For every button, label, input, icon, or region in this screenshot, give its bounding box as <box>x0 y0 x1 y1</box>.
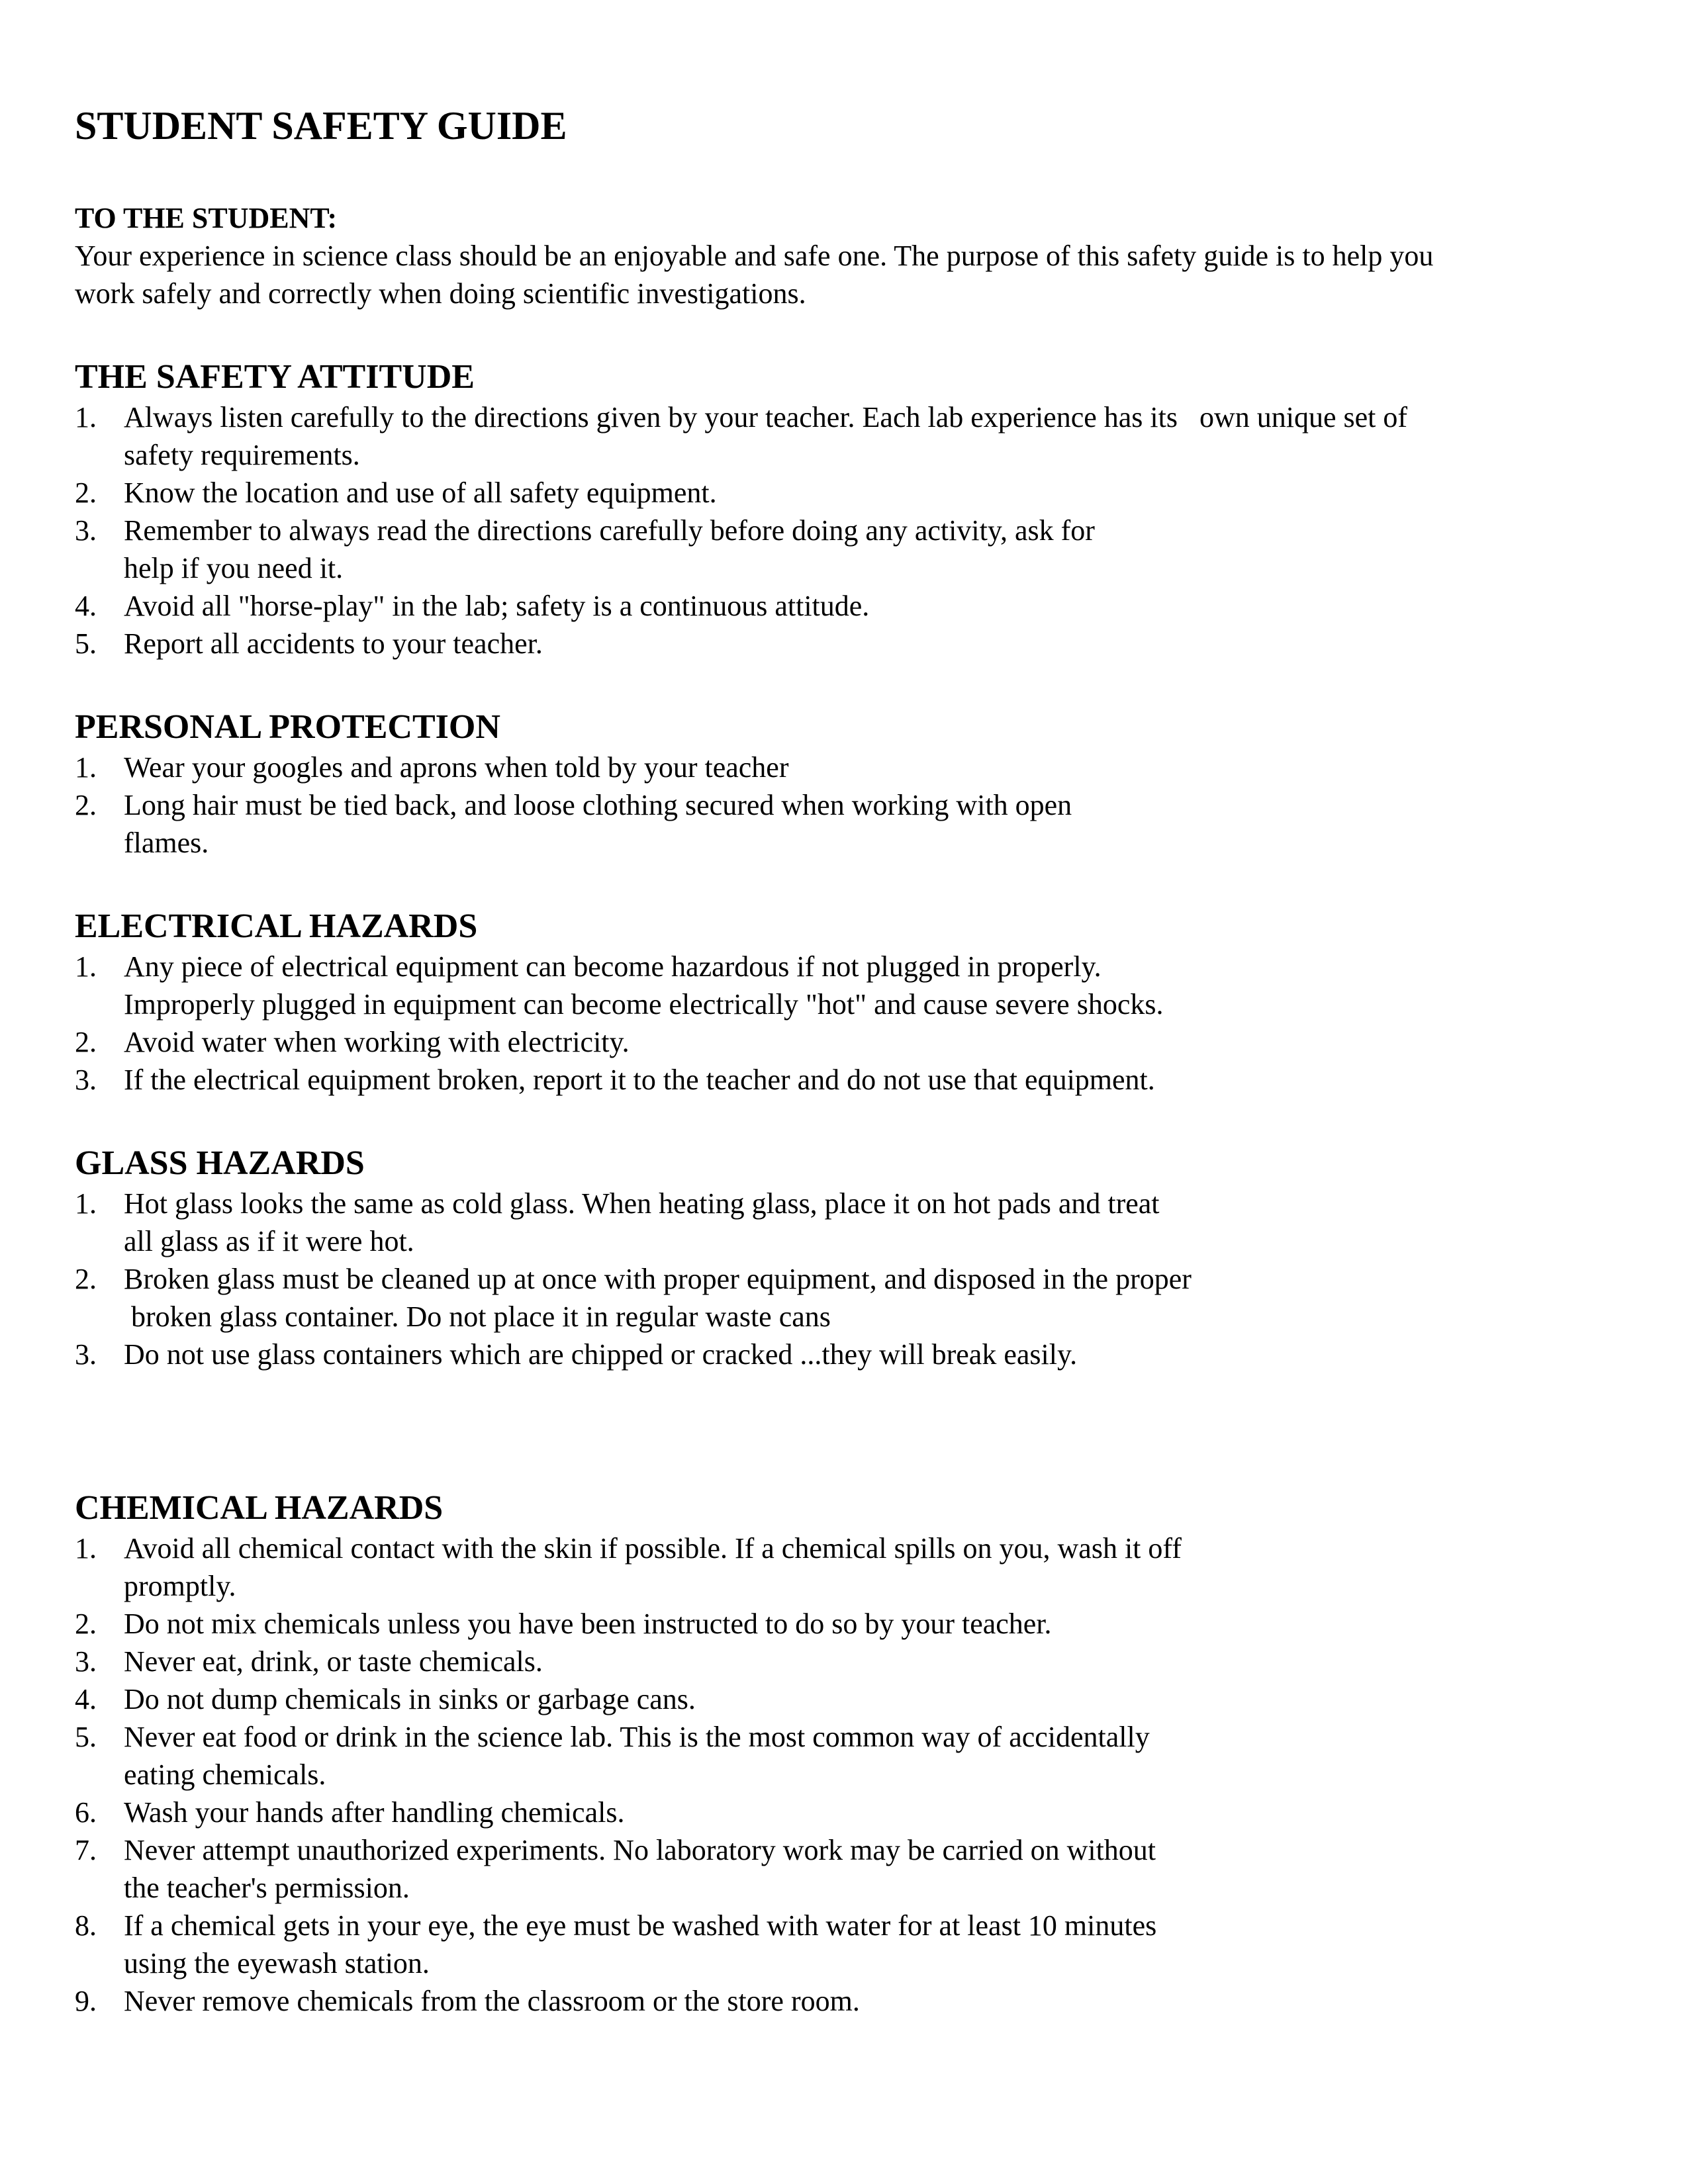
list-item <box>75 587 1617 625</box>
item-line: Any piece of electrical equipment can become hazardous if not plugged in properly. <box>124 950 1102 983</box>
item-number: 2. <box>75 1026 97 1058</box>
item-line: Know the location and use of all safety equipment. <box>124 477 717 509</box>
item-number: 5. <box>75 627 97 660</box>
item-text <box>124 587 1617 625</box>
section-list <box>75 1185 1617 1373</box>
item-line: Do not use glass containers which are chipped or cracked ...they will break easily. <box>124 1338 1078 1371</box>
section-list <box>75 398 1617 662</box>
item-line: Do not dump chemicals in sinks or garbage cans. <box>124 1683 696 1715</box>
list-item <box>75 625 1617 662</box>
list-item <box>75 1023 1617 1061</box>
item-number: 3. <box>75 1064 97 1096</box>
item-text <box>124 749 1617 786</box>
item-number: 1. <box>75 1187 97 1220</box>
item-text <box>124 1260 1617 1336</box>
section-list <box>75 1529 1617 2020</box>
list-item <box>75 1061 1617 1099</box>
intro-heading: TO THE STUDENT: <box>75 202 338 234</box>
item-number: 1. <box>75 401 97 433</box>
list-item <box>75 1831 1617 1907</box>
list-item <box>75 1680 1617 1718</box>
item-number: 6. <box>75 1796 97 1829</box>
item-line: Avoid water when working with electricity. <box>124 1026 630 1058</box>
section-electrical-hazards <box>75 905 1617 1099</box>
item-text <box>124 948 1617 1023</box>
item-line: broken glass container. Do not place it in regular waste cans <box>124 1300 831 1333</box>
item-number: 3. <box>75 1338 97 1371</box>
item-number: 1. <box>75 1532 97 1565</box>
item-line: Broken glass must be cleaned up at once with proper equipment, and disposed in the proper <box>124 1263 1192 1295</box>
item-line: Hot glass looks the same as cold glass. When heating glass, place it on hot pads and treat <box>124 1187 1160 1220</box>
list-item <box>75 1643 1617 1680</box>
item-text <box>124 786 1617 862</box>
item-text <box>124 1907 1617 1982</box>
item-line: promptly. <box>124 1570 236 1602</box>
list-item <box>75 1605 1617 1643</box>
item-line: the teacher's permission. <box>124 1872 410 1904</box>
item-line: Never attempt unauthorized experiments. No laboratory work may be carried on without <box>124 1834 1156 1866</box>
section-heading: ELECTRICAL HAZARDS <box>75 907 478 945</box>
list-item <box>75 1336 1617 1373</box>
intro-paragraph <box>75 237 1617 312</box>
section-glass-hazards <box>75 1142 1617 1373</box>
list-item <box>75 948 1617 1023</box>
item-text <box>124 1794 1617 1831</box>
item-line: help if you need it. <box>124 552 344 584</box>
item-number: 2. <box>75 1263 97 1295</box>
item-number: 2. <box>75 477 97 509</box>
item-text <box>124 625 1617 662</box>
section-heading: CHEMICAL HAZARDS <box>75 1489 444 1527</box>
item-line: Never remove chemicals from the classroom or the store room. <box>124 1985 860 2017</box>
list-item <box>75 512 1617 587</box>
list-item <box>75 1982 1617 2020</box>
item-number: 1. <box>75 950 97 983</box>
item-line: If the electrical equipment broken, report it to the teacher and do not use that equipment. <box>124 1064 1155 1096</box>
item-text <box>124 512 1617 587</box>
item-number: 5. <box>75 1721 97 1753</box>
section-heading: THE SAFETY ATTITUDE <box>75 358 475 396</box>
intro-line: Your experience in science class should be an enjoyable and safe one. The purpose of this safety guide is to help you <box>75 240 1434 272</box>
item-number: 3. <box>75 1645 97 1678</box>
item-line: Avoid all "horse-play" in the lab; safety is a continuous attitude. <box>124 590 870 622</box>
item-number: 1. <box>75 751 97 784</box>
item-line: Do not mix chemicals unless you have been instructed to do so by your teacher. <box>124 1608 1052 1640</box>
item-text <box>124 1336 1617 1373</box>
item-text <box>124 1831 1617 1907</box>
item-text <box>124 1529 1617 1605</box>
section-heading: GLASS HAZARDS <box>75 1144 365 1182</box>
item-number: 4. <box>75 1683 97 1715</box>
item-line: Never eat, drink, or taste chemicals. <box>124 1645 543 1678</box>
item-line: Report all accidents to your teacher. <box>124 627 543 660</box>
item-line: Long hair must be tied back, and loose clothing secured when working with open <box>124 789 1072 821</box>
list-item <box>75 1794 1617 1831</box>
item-number: 4. <box>75 590 97 622</box>
list-item <box>75 749 1617 786</box>
list-item <box>75 474 1617 512</box>
intro-line: work safely and correctly when doing scientific investigations. <box>75 277 806 310</box>
item-line: Never eat food or drink in the science lab. This is the most common way of accidentally <box>124 1721 1150 1753</box>
item-line: Remember to always read the directions carefully before doing any activity, ask for <box>124 514 1095 547</box>
item-number: 2. <box>75 1608 97 1640</box>
item-text <box>124 1680 1617 1718</box>
list-item <box>75 786 1617 862</box>
item-number: 9. <box>75 1985 97 2017</box>
item-number: 3. <box>75 514 97 547</box>
item-line: eating chemicals. <box>124 1758 326 1791</box>
item-number: 2. <box>75 789 97 821</box>
item-line: Avoid all chemical contact with the skin if possible. If a chemical spills on you, wash it off <box>124 1532 1182 1565</box>
item-text <box>124 1605 1617 1643</box>
item-text <box>124 1185 1617 1260</box>
list-item <box>75 1529 1617 1605</box>
item-line: Improperly plugged in equipment can become electrically "hot" and cause severe shocks. <box>124 988 1164 1021</box>
item-text <box>124 1718 1617 1794</box>
list-item <box>75 1185 1617 1260</box>
section-personal-protection <box>75 706 1617 862</box>
item-number: 7. <box>75 1834 97 1866</box>
item-line: Wash your hands after handling chemicals. <box>124 1796 625 1829</box>
item-line: safety requirements. <box>124 439 360 471</box>
item-text <box>124 398 1617 474</box>
item-text <box>124 1061 1617 1099</box>
item-line: flames. <box>124 827 209 859</box>
page-title: STUDENT SAFETY GUIDE <box>75 104 567 148</box>
item-line: Wear your googles and aprons when told by your teacher <box>124 751 789 784</box>
section-chemical-hazards <box>75 1487 1617 2020</box>
list-item <box>75 1718 1617 1794</box>
section-list <box>75 749 1617 862</box>
item-text <box>124 474 1617 512</box>
list-item <box>75 1907 1617 1982</box>
item-text <box>124 1023 1617 1061</box>
sections-container <box>75 356 1617 2020</box>
item-line: all glass as if it were hot. <box>124 1225 414 1257</box>
item-number: 8. <box>75 1909 97 1942</box>
item-text <box>124 1982 1617 2020</box>
section-list <box>75 948 1617 1099</box>
section-the-safety-attitude <box>75 356 1617 662</box>
item-line: If a chemical gets in your eye, the eye must be washed with water for at least 10 minutes <box>124 1909 1157 1942</box>
list-item <box>75 1260 1617 1336</box>
item-text <box>124 1643 1617 1680</box>
item-line: Always listen carefully to the directions given by your teacher. Each lab experience has its own unique set of <box>124 401 1408 433</box>
list-item <box>75 398 1617 474</box>
document-page <box>75 99 1617 2020</box>
item-line: using the eyewash station. <box>124 1947 430 1979</box>
section-heading: PERSONAL PROTECTION <box>75 708 500 746</box>
